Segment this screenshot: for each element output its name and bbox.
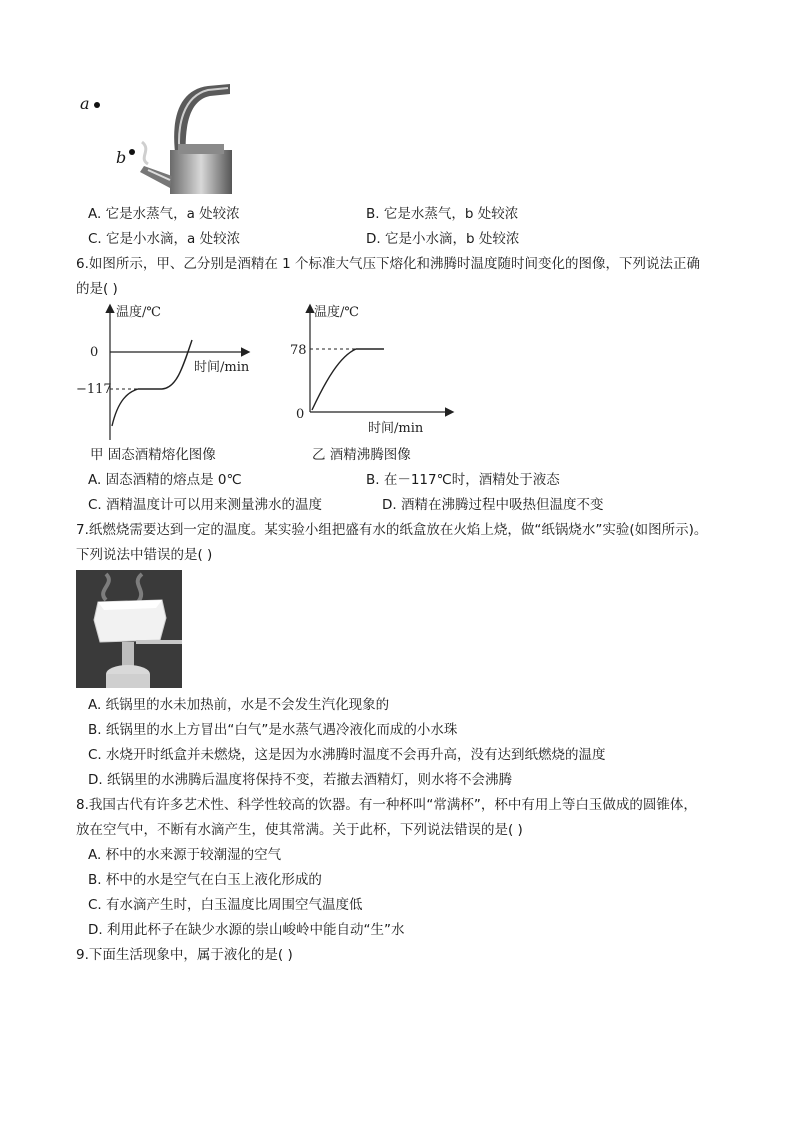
boiling-ytick-0: 0 [296, 407, 305, 422]
melting-graph [76, 300, 276, 450]
q8-stem-line2: 放在空气中，不断有水滴产生，使其常满。关于此杯，下列说法错误的是( ) [76, 822, 523, 838]
q6-stem-line2: 的是( ) [76, 281, 118, 297]
kettle-photo [78, 80, 238, 196]
q5-option-a: A. 它是水蒸气，a 处较浓 [88, 206, 240, 222]
figure-label-a: a [80, 94, 90, 113]
q7-stem-line1: 7.纸燃烧需要达到一定的温度。某实验小组把盛有水的纸盒放在火焰上烧，做“纸锅烧水”实验(如图所示)。 [76, 522, 708, 538]
boiling-graph [286, 300, 466, 450]
q7-option-d: D. 纸锅里的水沸腾后温度将保持不变，若撤去酒精灯，则水将不会沸腾 [88, 772, 512, 788]
boiling-caption: 乙 酒精沸腾图像 [312, 447, 411, 463]
kettle-figure [78, 80, 238, 196]
q8-option-c: C. 有水滴产生时，白玉温度比周围空气温度低 [88, 897, 363, 913]
melting-ytick-117: −117 [76, 382, 112, 397]
q6-stem-line1: 6.如图所示，甲、乙分别是酒精在 1 个标准大气压下熔化和沸腾时温度随时间变化的图像，下列说法正确 [76, 256, 701, 272]
q7-option-a: A. 纸锅里的水未加热前，水是不会发生汽化现象的 [88, 697, 390, 713]
q7-option-b: B. 纸锅里的水上方冒出“白气”是水蒸气遇冷液化而成的小水珠 [88, 722, 458, 738]
q8-option-b: B. 杯中的水是空气在白玉上液化形成的 [88, 872, 322, 888]
boiling-ylabel: 温度/℃ [314, 305, 359, 320]
q6-option-d: D. 酒精在沸腾过程中吸热但温度不变 [382, 497, 604, 513]
q6-option-a: A. 固态酒精的熔点是 0℃ [88, 472, 242, 488]
q6-option-c: C. 酒精温度计可以用来测量沸水的温度 [88, 497, 323, 513]
boiling-ytick-78: 78 [290, 343, 307, 358]
q8-option-d: D. 利用此杯子在缺少水源的崇山峻岭中能自动“生”水 [88, 922, 405, 938]
q5-option-b: B. 它是水蒸气，b 处较浓 [366, 206, 519, 222]
melting-ylabel: 温度/℃ [116, 305, 161, 320]
q7-option-c: C. 水烧开时纸盒并未燃烧，这是因为水沸腾时温度不会再升高，没有达到纸燃烧的温度 [88, 747, 606, 763]
q6-option-b: B. 在－117℃时，酒精处于液态 [366, 472, 560, 488]
figure-label-b: b [116, 148, 127, 167]
melting-caption: 甲 固态酒精熔化图像 [90, 447, 216, 463]
q8-stem-line1: 8.我国古代有许多艺术性、科学性较高的饮器。有一种杯叫“常满杯”，杯中有用上等白玉做成的圆锥体， [76, 797, 697, 813]
boiling-xlabel: 时间/min [368, 421, 424, 436]
melting-ytick-0: 0 [90, 345, 99, 360]
melting-xlabel: 时间/min [194, 360, 250, 375]
q5-option-d: D. 它是小水滴，b 处较浓 [366, 231, 520, 247]
paper-pot-photo [76, 570, 182, 688]
q5-option-c: C. 它是小水滴，a 处较浓 [88, 231, 241, 247]
q9-stem: 9.下面生活现象中，属于液化的是( ) [76, 947, 293, 963]
q7-stem-line2: 下列说法中错误的是( ) [76, 547, 213, 563]
q8-option-a: A. 杯中的水来源于较潮湿的空气 [88, 847, 282, 863]
